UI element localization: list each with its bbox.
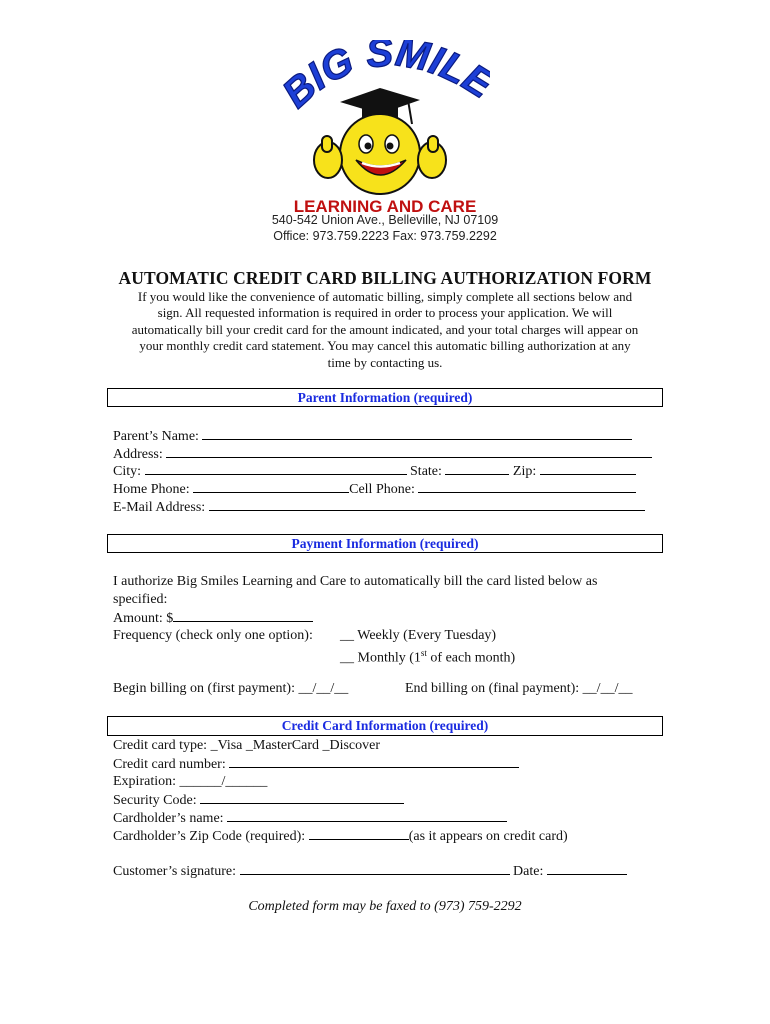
cardholder-zip-label: Cardholder’s Zip Code (required): xyxy=(113,829,306,844)
weekly-option[interactable]: __ Weekly (Every Tuesday) xyxy=(340,628,497,643)
cell-phone-label: Cell Phone: xyxy=(349,482,415,497)
email-row xyxy=(113,498,645,516)
signature-label: Customer’s signature: xyxy=(113,864,237,879)
card-number-label: Credit card number: xyxy=(113,757,226,772)
fax-note: Completed form may be faxed to (973) 759-2292 xyxy=(248,899,522,914)
svg-text:BIG SMILES!: IG SMIL xyxy=(299,40,475,99)
monthly-option[interactable] xyxy=(340,645,515,667)
big-smiles-logo xyxy=(280,40,490,218)
amount-row xyxy=(113,609,313,627)
end-billing-field[interactable]: End billing on (final payment): __/__/__ xyxy=(405,681,633,696)
expiration-field[interactable]: Expiration: ______/______ xyxy=(113,774,268,789)
cardholder-name-label: Cardholder’s name: xyxy=(113,811,224,826)
security-code-row xyxy=(113,791,404,809)
card-number-row xyxy=(113,755,519,773)
parent-name-field[interactable] xyxy=(202,427,632,440)
cardholder-zip-field[interactable] xyxy=(309,827,409,840)
date-label: Date: xyxy=(513,864,544,879)
address-field[interactable] xyxy=(166,445,652,458)
school-address: 540-542 Union Ave., Belleville, NJ 07109 xyxy=(271,213,499,227)
signature-row xyxy=(113,862,627,880)
authorize-line-1: I authorize Big Smiles Learning and Care to automatically bill the card listed below as xyxy=(113,574,598,589)
address-row xyxy=(113,445,652,463)
home-phone-field[interactable] xyxy=(193,480,349,493)
authorize-line-2: specified: xyxy=(113,592,168,607)
state-field[interactable] xyxy=(445,462,509,475)
parent-section-title: Parent Information (required) xyxy=(297,390,473,405)
email-label: E-Mail Address: xyxy=(113,500,206,515)
card-number-field[interactable] xyxy=(229,755,519,768)
signature-field[interactable] xyxy=(240,862,510,875)
card-type-row[interactable]: Credit card type: _Visa _MasterCard _Discover xyxy=(113,738,381,753)
address-label: Address: xyxy=(113,447,163,462)
svg-text:LEARNING AND CARE: LEARNING AND CARE xyxy=(293,197,477,216)
intro-line: your monthly credit card statement. You may cancel this automatic billing authorization at any xyxy=(139,338,631,354)
cardholder-zip-suffix: (as it appears on credit card) xyxy=(408,829,568,844)
cardholder-name-field[interactable] xyxy=(227,809,507,822)
intro-paragraph xyxy=(110,289,660,371)
cardholder-zip-row xyxy=(113,827,568,845)
city-field[interactable] xyxy=(145,462,407,475)
state-label: State: xyxy=(410,464,442,479)
monthly-option-sup: st xyxy=(420,648,427,658)
intro-line: sign. All requested information is required in order to process your application. We will xyxy=(157,305,613,321)
security-code-label: Security Code: xyxy=(113,793,197,808)
frequency-row xyxy=(113,627,313,644)
date-field[interactable] xyxy=(547,862,627,875)
phones-row xyxy=(113,480,636,498)
intro-line: time by contacting us. xyxy=(327,354,443,370)
credit-card-section-title: Credit Card Information (required) xyxy=(281,718,489,733)
cell-phone-field[interactable] xyxy=(418,480,636,493)
monthly-option-suffix: of each month) xyxy=(426,650,516,666)
parent-section-header xyxy=(107,388,663,407)
security-code-field[interactable] xyxy=(200,791,404,804)
city-label: City: xyxy=(113,464,142,479)
form-title: AUTOMATIC CREDIT CARD BILLING AUTHORIZATION FORM xyxy=(118,268,652,288)
parent-name-row xyxy=(113,427,632,445)
parent-name-label: Parent’s Name: xyxy=(113,429,199,444)
school-phones: Office: 973.759.2223 Fax: 973.759.2292 xyxy=(273,229,497,243)
intro-line: If you would like the convenience of automatic billing, simply complete all sections below and xyxy=(137,289,633,304)
amount-field[interactable] xyxy=(173,609,313,622)
home-phone-label: Home Phone: xyxy=(113,482,190,497)
monthly-option-prefix: __ Monthly (1 xyxy=(340,650,421,666)
cardholder-name-row xyxy=(113,809,507,827)
amount-label: Amount: $ xyxy=(113,611,174,626)
credit-card-section-header xyxy=(107,716,663,736)
email-field[interactable] xyxy=(209,498,645,511)
zip-label: Zip: xyxy=(512,464,537,479)
zip-field[interactable] xyxy=(540,462,636,475)
intro-line: automatically bill your credit card for the amount indicated, and your total charges will appear on xyxy=(131,321,639,337)
payment-section-header xyxy=(107,534,663,553)
payment-section-title: Payment Information (required) xyxy=(291,536,479,551)
frequency-label: Frequency (check only one option): xyxy=(113,628,313,643)
smiley-mascot-icon xyxy=(280,40,490,218)
begin-billing-field[interactable]: Begin billing on (first payment): __/__/__ xyxy=(113,681,349,696)
city-state-zip-row xyxy=(113,462,636,480)
